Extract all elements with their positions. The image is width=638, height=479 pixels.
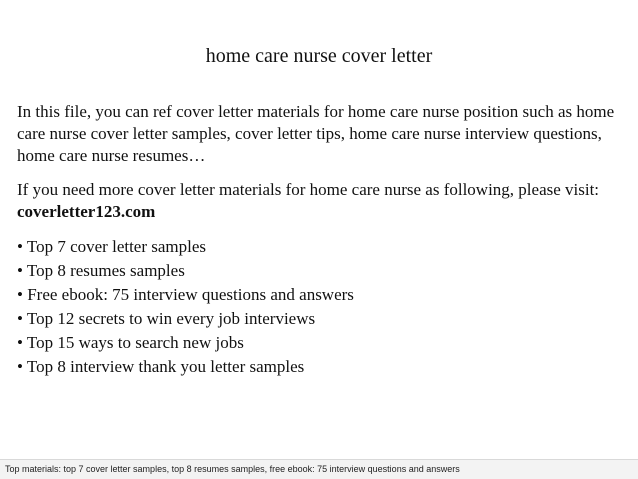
footer-text: Top materials: top 7 cover letter samples, top 8 resumes samples, free ebook: 75 interview questions and answers xyxy=(5,464,460,474)
list-item: • Top 8 resumes samples xyxy=(17,261,185,280)
site-link[interactable]: coverletter123.com xyxy=(17,202,156,221)
document-body xyxy=(17,101,621,379)
list-item: • Top 8 interview thank you letter samples xyxy=(17,357,305,376)
footer-bar xyxy=(0,459,638,479)
list-item: • Top 15 ways to search new jobs xyxy=(17,333,244,352)
more-info-text: If you need more cover letter materials for home care nurse as following, please visit: xyxy=(17,180,600,199)
list-item: • Free ebook: 75 interview questions and answers xyxy=(17,285,354,304)
more-info-paragraph xyxy=(17,179,621,223)
list-item: • Top 7 cover letter samples xyxy=(17,237,207,256)
intro-paragraph: In this file, you can ref cover letter materials for home care nurse position such as home care nurse cover letter samples, cover letter tips, home care nurse interview questions, home care nurse resumes… xyxy=(17,102,615,165)
page-title: home care nurse cover letter xyxy=(205,45,433,67)
materials-list xyxy=(17,235,621,379)
list-item: • Top 12 secrets to win every job interviews xyxy=(17,309,316,328)
